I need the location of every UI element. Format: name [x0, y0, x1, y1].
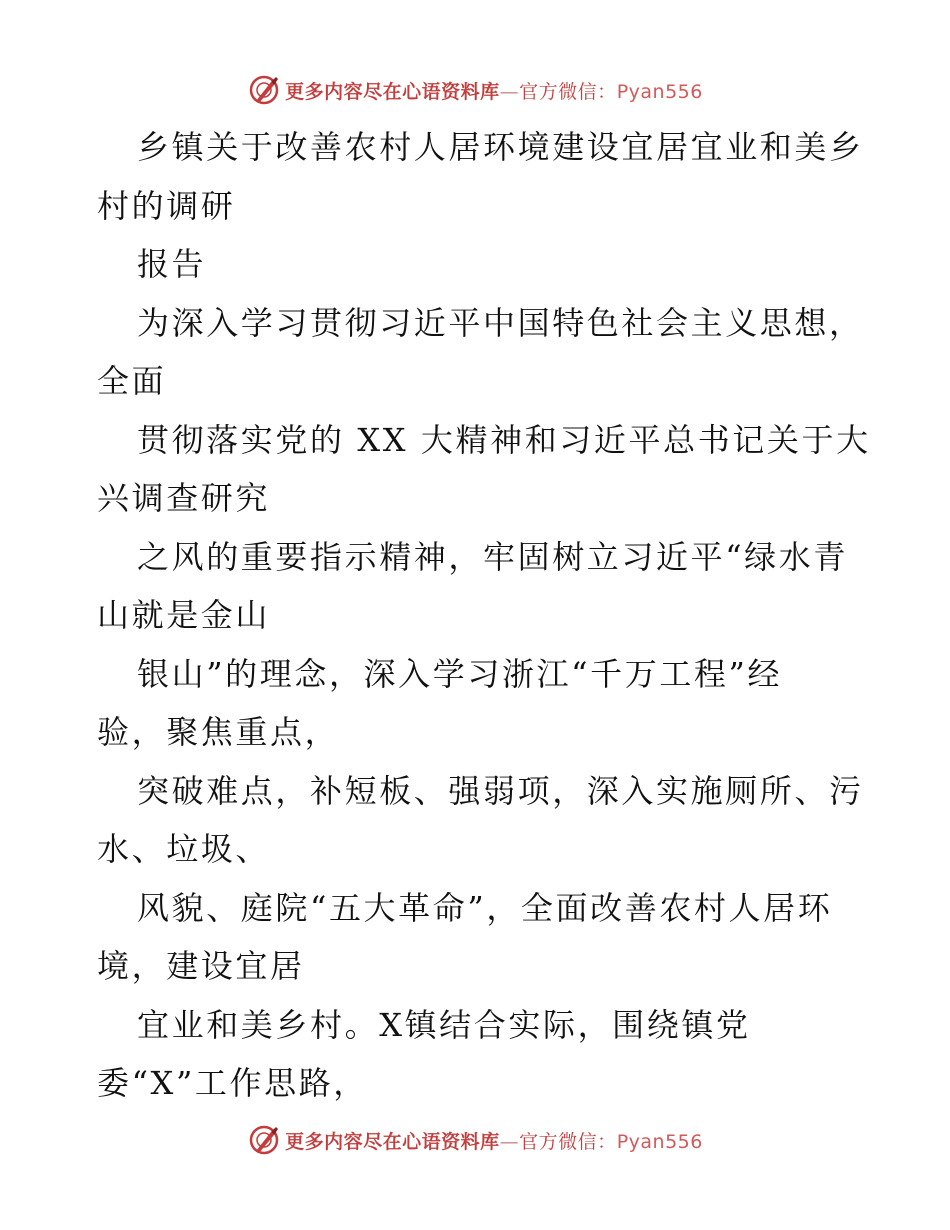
paragraph-line: 兴调查研究 [97, 479, 271, 517]
watermark-brand: 更多内容尽在心语资料库 [285, 80, 500, 103]
paragraph-line: 境，建设宜居 [97, 947, 305, 985]
watermark-wechat-id: Pyan556 [616, 1130, 703, 1153]
title-line-1: 乡镇关于改善农村人居环境建设宜居宜业和美乡 [137, 128, 864, 166]
paragraph-line: 之风的重要指示精神，牢固树立习近平“绿水青 [137, 537, 848, 576]
paragraph-line: 突破难点，补短板、强弱项，深入实施厕所、污 [137, 771, 864, 810]
watermark-banner-bottom [0, 1120, 950, 1160]
pen-logo-icon [247, 1123, 281, 1157]
paragraph-line: 银山”的理念，深入学习浙江“千万工程”经 [137, 654, 783, 693]
paragraph-line: 贯彻落实党的 XX 大精神和习近平总书记关于大 [137, 420, 871, 459]
watermark-wechat-id: Pyan556 [616, 80, 703, 103]
watermark-banner-top [0, 70, 950, 110]
paragraph-line: 全面 [97, 362, 167, 400]
paragraph-line: 宜业和美乡村。X镇结合实际，围绕镇党 [137, 1005, 751, 1044]
watermark-wechat-label: 官方微信： [519, 80, 617, 103]
paragraph-line: 验，聚焦重点， [97, 713, 340, 751]
paragraph-line: 风貌、庭院“五大革命”，全面改善农村人居环 [137, 888, 833, 927]
title-line-2: 村的调研 [97, 186, 236, 225]
title-line-3: 报告 [137, 245, 207, 283]
watermark-separator: — [499, 1130, 520, 1153]
paragraph-line: 为深入学习贯彻习近平中国特色社会主义思想， [137, 303, 864, 342]
paragraph-line: 水、垃圾、 [97, 830, 271, 868]
watermark-text [285, 1127, 703, 1154]
pen-logo-icon [247, 73, 281, 107]
watermark-separator: — [499, 80, 520, 103]
document-body [97, 118, 871, 1113]
watermark-brand: 更多内容尽在心语资料库 [285, 1130, 500, 1153]
watermark-wechat-label: 官方微信： [519, 1130, 617, 1153]
watermark-text [285, 77, 703, 104]
paragraph-line: 委“X”工作思路， [97, 1064, 368, 1102]
paragraph-line: 山就是金山 [97, 596, 271, 634]
